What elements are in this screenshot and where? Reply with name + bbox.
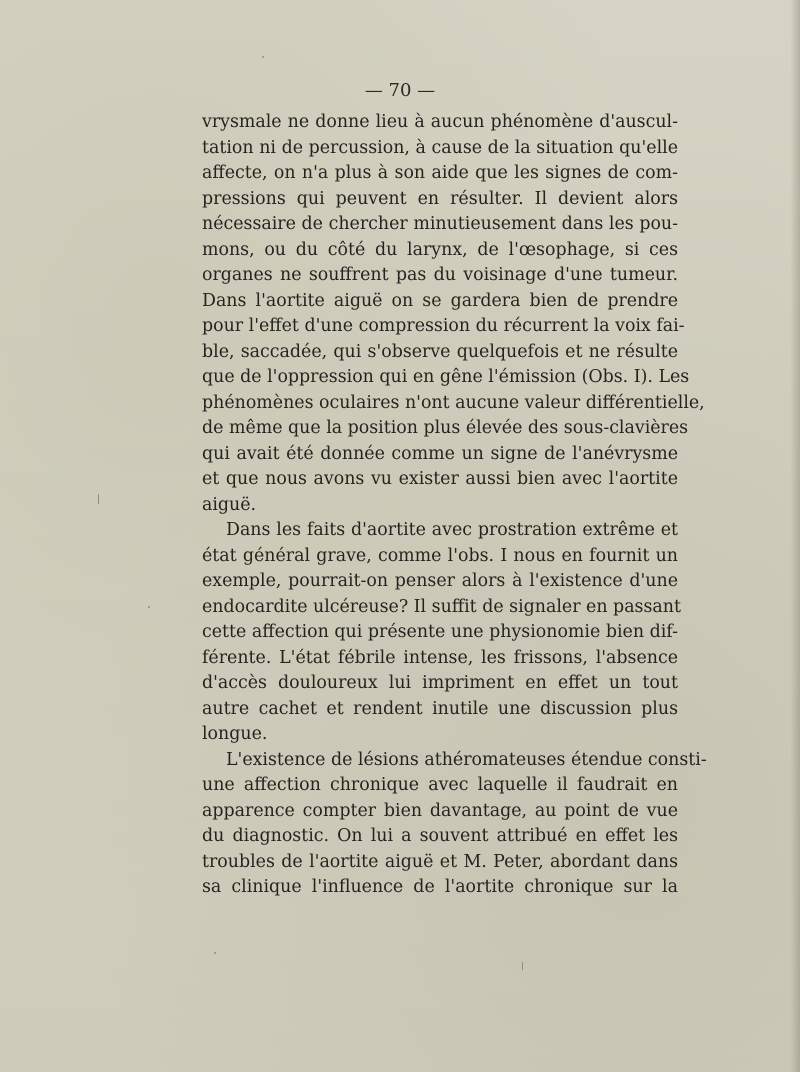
text-line: pour l'effet d'une compression du récurrent la voix fai- xyxy=(202,316,685,336)
text-line: apparence compter bien davantage, au point de vue xyxy=(202,800,678,821)
paper-speck xyxy=(148,606,150,608)
paragraph-start-line: Dans les faits d'aortite avec prostration extrême et xyxy=(226,520,678,540)
text-line: troubles de l'aortite aiguë et M. Peter, abordant dans xyxy=(202,851,678,872)
text-line: que de l'oppression qui en gêne l'émission (Obs. I). Les xyxy=(202,367,690,387)
text-line: endocardite ulcéreuse? Il suffit de signaler en passant xyxy=(202,596,681,617)
text-line: férente. L'état fébrile intense, les frissons, l'absence xyxy=(202,647,678,668)
text-line: ble, saccadée, qui s'observe quelquefois et ne résulte xyxy=(202,341,678,362)
text-line: Dans l'aortite aiguë on se gardera bien de prendre xyxy=(202,290,678,311)
paper-speck xyxy=(98,494,99,504)
text-line: du diagnostic. On lui a souvent attribué en effet les xyxy=(202,826,678,846)
text-line: pressions qui peuvent en résulter. Il devient alors xyxy=(202,188,678,209)
text-line: phénomènes oculaires n'ont aucune valeur différentielle, xyxy=(202,392,705,413)
text-line: affecte, on n'a plus à son aide que les signes de com- xyxy=(202,163,678,183)
paper-speck xyxy=(262,56,264,58)
text-line: organes ne souffrent pas du voisinage d'une tumeur. xyxy=(202,265,678,285)
text-line: d'accès douloureux lui impriment en effet un tout xyxy=(202,673,678,693)
paragraph-end-line: longue. xyxy=(202,724,268,744)
text-line: qui avait été donnée comme un signe de l'anévrysme xyxy=(202,443,678,464)
text-line: tation ni de percussion, à cause de la situation qu'elle xyxy=(202,137,678,158)
text-line: vrysmale ne donne lieu à aucun phénomène d'auscul- xyxy=(202,112,678,132)
text-line: mons, ou du côté du larynx, de l'œsophage, si ces xyxy=(202,239,678,260)
page-number: — 70 — xyxy=(364,80,436,101)
text-line: de même que la position plus élevée des sous-clavières xyxy=(202,418,689,438)
text-line: nécessaire de chercher minutieusement dans les pou- xyxy=(202,214,678,234)
text-line: sa clinique l'influence de l'aortite chronique sur la xyxy=(202,877,678,897)
paper-speck xyxy=(522,962,523,970)
text-line: et que nous avons vu exister aussi bien avec l'aortite xyxy=(202,469,678,489)
text-line: exemple, pourrait-on penser alors à l'existence d'une xyxy=(202,571,678,591)
paragraph-start-line: L'existence de lésions athéromateuses étendue consti- xyxy=(226,749,707,770)
text-line: autre cachet et rendent inutile une discussion plus xyxy=(202,698,678,719)
paragraph-end-line: aiguë. xyxy=(202,494,257,515)
body-text xyxy=(202,110,707,901)
text-line: état général grave, comme l'obs. I nous en fournit un xyxy=(202,545,678,566)
paper-speck xyxy=(214,952,216,954)
text-line: cette affection qui présente une physionomie bien dif- xyxy=(202,622,678,642)
text-line: une affection chronique avec laquelle il faudrait en xyxy=(202,775,678,795)
